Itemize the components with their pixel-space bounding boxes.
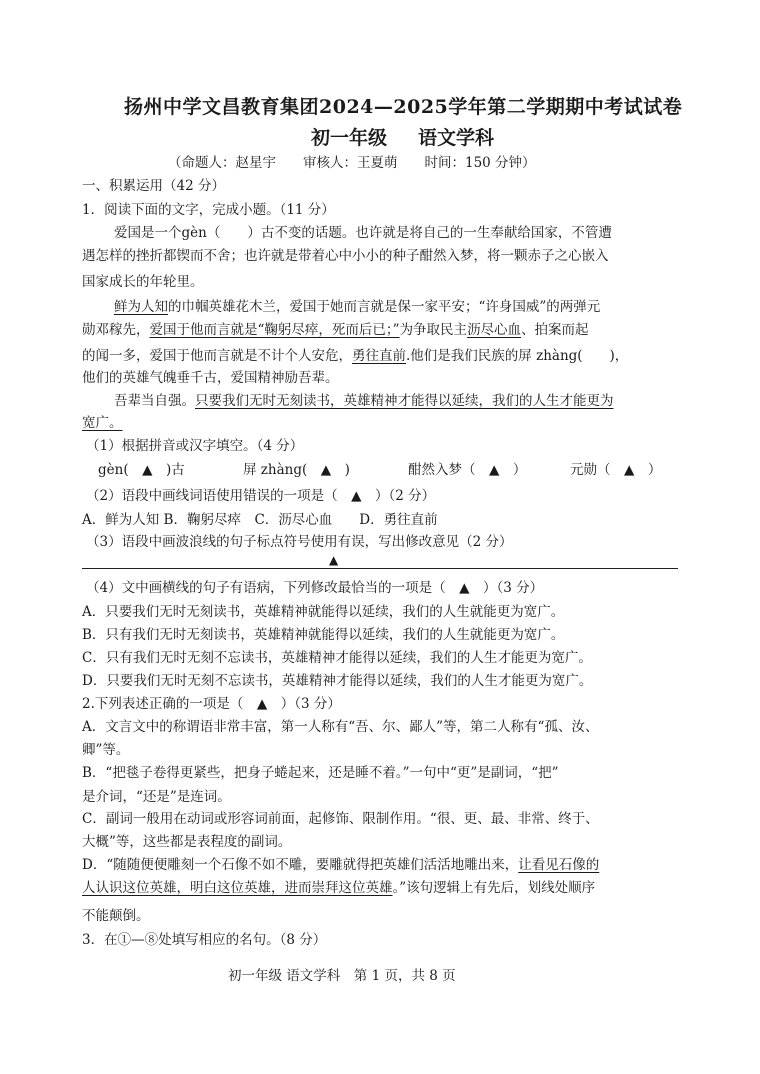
underlined-sentence: 人认识这位英雄，明白这位英雄，进而崇拜这位英雄 <box>82 880 393 896</box>
answer-line[interactable] <box>82 568 678 569</box>
passage-line: 遇怎样的挫折都锲而不舍；也许就是带着心中小小的种子酣然入梦，将一颗赤子之心嵌入 <box>82 248 609 264</box>
page-footer: 初一年级 语文学科 第 1 页，共 8 页 <box>228 968 456 984</box>
choice-option-c[interactable]: C．副词一般用在动词或形容词前面，起修饰、限制作用。“很、更、最、非常、终于、 <box>82 811 599 827</box>
q1-stem: 1．阅读下面的文字，完成小题。（11 分） <box>82 202 335 218</box>
choice-option-a-cont: 卿”等。 <box>82 742 130 758</box>
passage-line: 勋邓稼先，爱国于他而言就是“鞠躬尽瘁，死而后已；”为争取民主沥尽心血、拍案而起 <box>82 322 589 338</box>
underlined-sentence: 让看见石像的 <box>518 857 600 873</box>
exam-grade: 初一年级 <box>311 127 388 149</box>
fill-blank-item[interactable]: gèn( ▲ )古 <box>98 462 185 478</box>
choice-option-b[interactable]: B．只有我们无时无刻读书，英雄精神就能得以延续，我们的人生就能更为宽广。 <box>82 627 565 643</box>
q1-sub2-options[interactable]: A．鲜为人知 B．鞠躬尽瘁 C．沥尽心血 D．勇往直前 <box>82 512 438 528</box>
choice-option-d-cont: 不能颠倒。 <box>82 908 150 924</box>
section-heading: 一、积累运用（42 分） <box>82 178 225 194</box>
choice-option-c[interactable]: C．只有我们无时无刻不忘读书，英雄精神才能得以延续，我们的人生才能更为宽广。 <box>82 650 592 666</box>
choice-option-b-cont: 是介词，“还是”是连词。 <box>82 789 231 805</box>
underlined-word: 鲜为人知 <box>114 299 168 315</box>
choice-option-d[interactable]: D．只要我们无时无刻不忘读书，英雄精神才能得以延续，我们的人生才能更为宽广。 <box>82 673 593 689</box>
passage-line: 鲜为人知的巾帼英雄花木兰，爱国于她而言就是保一家平安；“许身国威”的两弹元 <box>114 299 601 315</box>
answer-marker: ▲ <box>329 553 339 567</box>
fill-blank-item[interactable]: 屏 zhàng( ▲ ) <box>243 462 350 478</box>
q2-prompt: 2.下列表述正确的一项是（ ▲ ）（3 分） <box>82 696 341 712</box>
passage-line: 他们的英雄气魄垂千古，爱国精神励吾辈。 <box>82 370 339 386</box>
q1-sub3-prompt: （3）语段中画波浪线的句子标点符号使用有误，写出修改意见（2 分） <box>86 534 513 550</box>
choice-option-b[interactable]: B．“把毯子卷得更紧些，把身子蜷起来，还是睡不着。”一句中“更”是副词，“把” <box>82 765 559 781</box>
choice-option-d-cont: 人认识这位英雄，明白这位英雄，进而崇拜这位英雄。”该句逻辑上有先后，划线处顺序 <box>82 880 596 896</box>
underlined-word: 勇往直前 <box>352 348 406 364</box>
q1-sub1-prompt: （1）根据拼音或汉字填空。（4 分） <box>86 438 304 454</box>
q1-sub4-prompt: （4）文中画横线的句子有语病，下列修改最恰当的一项是（ ▲ ）（3 分） <box>86 580 544 596</box>
choice-option-c-cont: 大概”等，这些都是表程度的副词。 <box>82 834 292 850</box>
exam-staff-info: （命题人：赵星宇 审核人：王夏萌 时间：150 分钟） <box>168 155 536 171</box>
exam-title: 扬州中学文昌教育集团2024—2025学年第二学期期中考试试卷 <box>124 96 683 118</box>
passage-line: 国家成长的年轮里。 <box>82 274 204 290</box>
passage-line <box>82 411 123 431</box>
q1-sub2-prompt: （2）语段中画线词语使用错误的一项是（ ▲ ）（2 分） <box>86 488 436 504</box>
fill-blank-item[interactable]: 酣然入梦（ ▲ ） <box>408 462 527 478</box>
passage-line: 的闻一多，爱国于他而言就是不计个人安危，勇往直前.他们是我们民族的屏 zhàng( )， <box>82 348 629 364</box>
q3-prompt: 3．在①—⑧处填写相应的名句。（8 分） <box>82 932 327 948</box>
passage-line: 爱国是一个gèn（ ）古不变的话题。也许就是将自己的一生奉献给国家，不管遭 <box>114 225 612 241</box>
fill-blank-item[interactable]: 元勋（ ▲ ） <box>570 462 662 478</box>
choice-option-d[interactable]: D．“随随便便雕刻一个石像不如不雕，要雕就得把英雄们活活地雕出来，让看见石像的 <box>82 857 600 873</box>
choice-option-a[interactable]: A．只要我们无时无刻读书，英雄精神就能得以延续，我们的人生就能更为宽广。 <box>82 604 565 620</box>
exam-subject: 语文学科 <box>418 127 495 149</box>
passage-line: 吾辈当自强。只要我们无时无刻读书，英雄精神才能得以延续，我们的人生才能更为 <box>114 393 614 409</box>
underlined-sentence: 只要我们无时无刻读书，英雄精神才能得以延续，我们的人生才能更为 <box>195 393 614 409</box>
choice-option-a[interactable]: A．文言文中的称谓语非常丰富，第一人称有“吾、尔、鄙人”等，第二人称有“孤、汝、 <box>82 719 599 735</box>
underlined-word: 沥尽心血 <box>467 322 522 338</box>
underlined-sentence: 宽广。 <box>82 415 123 431</box>
underlined-sentence: 爱国于他而言就是“鞠躬尽瘁，死而后已；” <box>149 322 400 338</box>
